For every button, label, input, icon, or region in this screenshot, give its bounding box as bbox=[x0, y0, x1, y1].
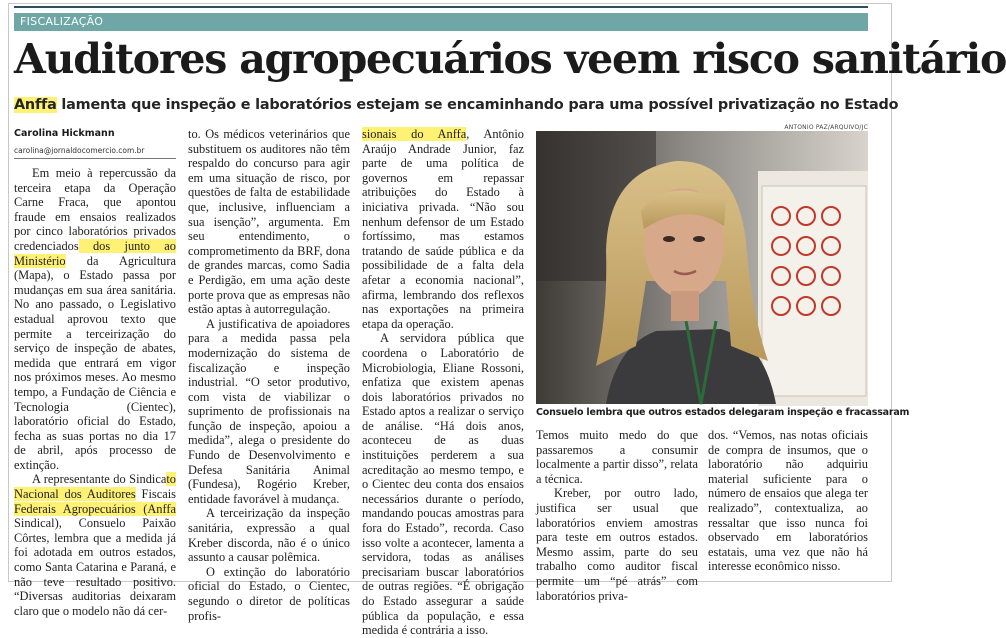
article-column-5 bbox=[708, 428, 868, 574]
paragraph: A justificativa de apoiadores para a medida passa pela modernização do sistema de fiscalização e inspeção industrial. “O setor produtivo, com vista de viabilizar o suprimento de profissionais na função de inspeção, apoiou a medida”, alega o presidente do Fundo de Desenvolvimento e Defesa Sanitária Animal (Fundesa), Rogério Kreber, entidade favorável à mudança. bbox=[188, 316, 350, 506]
paragraph: to. Os médicos veterinários que substituem os auditores não têm respaldo do concurso para agir em uma situação de risco, por questões de falta de estabilidade que, inclusive, influenciam a sua isenção”, argumenta. Em seu entendimento, o comprometimento da BRF, dona de grandes marcas, como Sadia e Perdigão, em uma ação deste porte prova que as empresas não estão aptas à autorregulação. bbox=[188, 127, 350, 317]
paragraph: Temos muito medo do que passaremos a consumir localmente a partir disso”, relata a técnica. bbox=[536, 428, 698, 486]
section-label: FISCALIZAÇÃO bbox=[14, 13, 868, 31]
article-column-2 bbox=[188, 127, 350, 623]
top-rule bbox=[14, 6, 868, 8]
photo-caption: Consuelo lembra que outros estados delegaram inspeção e fracassaram bbox=[536, 407, 910, 418]
subhead-text: lamenta que inspeção e laboratórios estejam se encaminhando para uma possível privatização no Estado bbox=[56, 97, 899, 113]
article-photo bbox=[536, 131, 868, 404]
highlighted-text: sionais do Anffa bbox=[362, 127, 467, 141]
author-email[interactable]: carolina@jornaldocomercio.com.br bbox=[14, 146, 176, 159]
text-run: , Antônio Araújo Andrade Junior, faz parte de uma política de governos em repassar atribuições do Estado à iniciativa privada. “Não sou nenhum defensor de um Estado fortíssimo, mas estamos tratando de saúde pública e da possibilidade de a falta dela afetar a economia nacional”, afirma, lembrando dos reflexos nas exportações na primeira etapa da operação. bbox=[362, 127, 524, 331]
text-run: da Agricultura (Mapa), o Estado passa por mudanças em sua área sanitária. No ano passado, o Legislativo estadual aprovou texto que permite a terceirização do serviço de inspeção de abates, medida que entrará em vigor nos próximos meses. Ao mesmo tempo, a Fundação de Ciência e Tecnologia (Cientec), laboratório oficial do Estado, fecha as suas portas no dia 17 de abril, após processo de extinção. bbox=[14, 253, 176, 472]
highlighted-text: to Nacional dos Auditores bbox=[14, 472, 176, 502]
article-column-3 bbox=[362, 127, 524, 638]
photo-credit: ANTONIO PAZ/ARQUIVO/JC bbox=[784, 124, 868, 131]
subhead-highlight: Anffa bbox=[14, 97, 57, 113]
highlighted-text: Federais Agropecuários (Anffa bbox=[14, 501, 176, 516]
paragraph bbox=[362, 127, 524, 331]
paragraph bbox=[14, 472, 176, 618]
paragraph: Kreber, por outro lado, justifica ser usual que laboratórios enviem amostras para teste em outros estados. Mesmo assim, parte do seu trabalho como auditor fiscal permite um “pé atrás” com laboratórios priva- bbox=[536, 486, 698, 603]
paragraph: A servidora pública que coordena o Laboratório de Microbiologia, Eliane Rossoni, enfatiza que existem apenas dois laboratórios privados no Estado aptos a realizar o serviço de análise. “Há dois anos, aconteceu de as duas instituições perderem a sua acreditação ao mesmo tempo, e o Cientec deu conta dos ensaios necessários durante o período, mandando poucas amostras para fora do Estado”, recorda. Caso isso volte a acontecer, lamenta a servidora, todas as análises precisariam buscar laboratórios de outras regiões. “É obrigação do Estado assegurar a saúde pública da população, e essa medida é contrária a isso. bbox=[362, 331, 524, 638]
text-run: A representante do Sindica bbox=[32, 472, 167, 487]
paragraph: A terceirização da inspeção sanitária, expressão a qual Kreber discorda, não é o único assunto a causar polêmica. bbox=[188, 506, 350, 565]
article-column-4 bbox=[536, 428, 698, 603]
subhead bbox=[14, 94, 899, 116]
author-name: Carolina Hickmann bbox=[14, 128, 115, 139]
paragraph bbox=[14, 166, 176, 472]
text-run: Fiscais bbox=[135, 487, 176, 502]
headline: Auditores agropecuários veem risco sanitário bbox=[14, 35, 1006, 83]
highlighted-text: dos junto ao Ministério bbox=[14, 238, 176, 268]
paragraph: O extinção do laboratório oficial do Estado, o Cientec, segundo o diretor de políticas profis- bbox=[188, 564, 350, 623]
text-run: Em meio à repercussão da terceira etapa da Operação Carne Fraca, que apontou fraude em ensaios realizados por cinco laboratórios privados credenciados bbox=[14, 166, 176, 253]
article-column-1 bbox=[14, 166, 176, 618]
photo-illustration bbox=[536, 131, 868, 404]
text-run: Sindical), Consuelo Paixão Côrtes, lembra que a medida já foi adotada em outros estados, como Santa Catarina e Paraná, e não teve resultado positivo. “Diversas auditorias deixaram claro que o modelo não dá cer- bbox=[14, 516, 176, 618]
paragraph: dos. “Vemos, nas notas oficiais de compra de insumos, que o laboratório não adquiriu material suficiente para o número de ensaios que alega ter realizado”, contextualiza, ao ressaltar que isso nunca foi observado em laboratórios estatais, uma vez que não há interesse econômico nisso. bbox=[708, 428, 868, 574]
